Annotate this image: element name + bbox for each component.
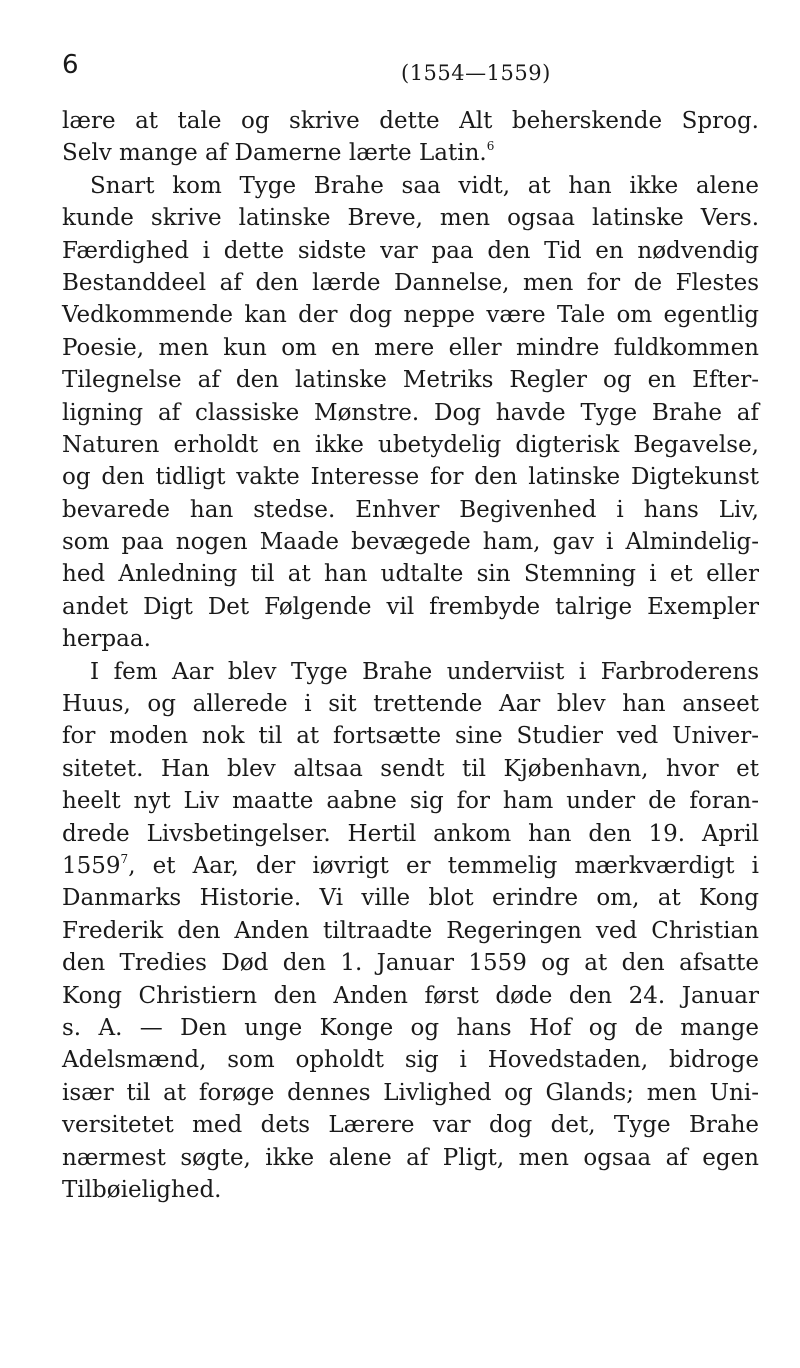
text-line: og den tidligt vakte Interesse for den latinske Digtekunst [62, 464, 759, 491]
text-line: s. A. — Den unge Konge og hans Hof og de mange [62, 1014, 759, 1041]
text-line: den Tredies Død den 1. Januar 1559 og at den afsatte [62, 950, 759, 977]
body-text [62, 105, 759, 1206]
text-line: Adelsmænd, som opholdt sig i Hovedstaden, bidroge [62, 1047, 759, 1074]
text-line: ligning af classiske Mønstre. Dog havde Tyge Brahe af [62, 399, 759, 426]
text-line: Huus, og allerede i sit trettende Aar blev han anseet [62, 691, 759, 718]
text-line: for moden nok til at fortsætte sine Studier ved Univer- [62, 723, 759, 750]
text-line: hed Anledning til at han udtalte sin Stemning i et eller [62, 561, 759, 588]
text-line [62, 850, 759, 882]
text-line: sitetet. Han blev altsaa sendt til Kjøbenhavn, hvor et [62, 755, 759, 782]
text-line: Færdighed i dette sidste var paa den Tid en nødvendig [62, 237, 759, 264]
text-line: versitetet med dets Lærere var dog det, Tyge Brahe [62, 1112, 759, 1139]
text-line: nærmest søgte, ikke alene af Pligt, men ogsaa af egen [62, 1144, 759, 1171]
text-line: Poesie, men kun om en mere eller mindre fuldkommen [62, 334, 759, 361]
text-line: kunde skrive latinske Breve, men ogsaa latinske Vers. [62, 205, 759, 232]
text-line: Naturen erholdt en ikke ubetydelig digterisk Begavelse, [62, 431, 759, 458]
text-line: lære at tale og skrive dette Alt beherskende Sprog. [62, 108, 759, 134]
text-line [62, 137, 759, 169]
text-line: især til at forøge dennes Livlighed og Glands; men Uni- [62, 1079, 759, 1106]
text-line-content: Selv mange af Damerne lærte Latin. [62, 140, 487, 167]
page-header [60, 50, 740, 94]
text-line: Kong Christiern den Anden først døde den 24. Januar [62, 982, 759, 1009]
page-number: 6 [62, 50, 79, 80]
footnote-ref: 7 [120, 851, 129, 866]
text-line: Danmarks Historie. Vi ville blot erindre om, at Kong [62, 885, 759, 912]
text-line: bevarede han stedse. Enhver Begivenhed i hans Liv, [62, 496, 759, 523]
text-line: drede Livsbetingelser. Hertil ankom han den 19. April [62, 820, 759, 847]
text-line: Bestanddeel af den lærde Dannelse, men for de Flestes [62, 269, 759, 296]
text-line: Snart kom Tyge Brahe saa vidt, at han ikke alene [90, 172, 759, 199]
text-line: andet Digt Det Følgende vil frembyde talrige Exempler [62, 593, 759, 620]
text-line: heelt nyt Liv maatte aabne sig for ham under de foran- [62, 788, 759, 815]
text-line: Vedkommende kan der dog neppe være Tale om egentlig [62, 302, 759, 329]
text-line: Tilbøielighed. [62, 1176, 222, 1203]
text-line: som paa nogen Maade bevægede ham, gav i Almindelig- [62, 529, 759, 556]
text-line: herpaa. [62, 626, 151, 653]
text-line: Frederik den Anden tiltraadte Regeringen ved Christian [62, 917, 759, 944]
text-line: I fem Aar blev Tyge Brahe underviist i Farbroderens [90, 658, 759, 685]
text-line: Tilegnelse af den latinske Metriks Regler og en Efter- [62, 367, 759, 394]
text-line-content: , et Aar, der iøvrigt er temmelig mærkværdigt i [128, 852, 759, 879]
text-line-content: 1559 [62, 852, 121, 879]
running-head-years: (1554—1559) [401, 61, 551, 85]
footnote-ref: 6 [486, 139, 495, 154]
